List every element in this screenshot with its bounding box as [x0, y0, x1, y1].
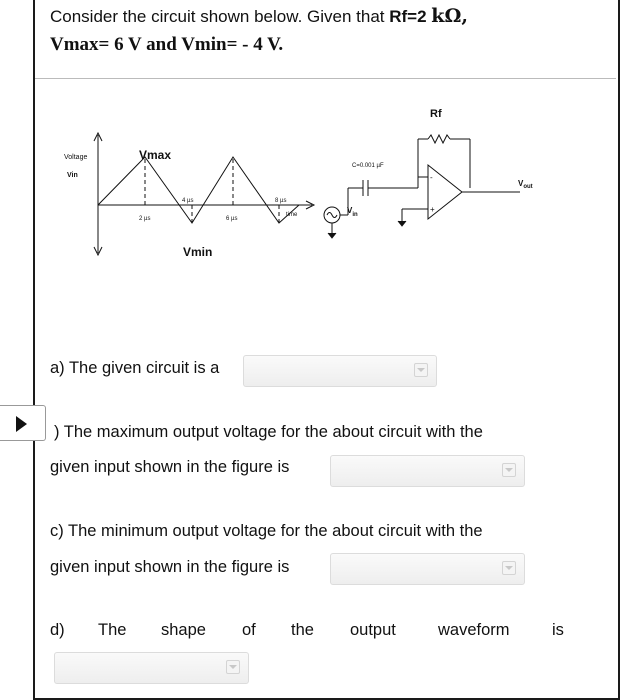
answer-b-dropdown[interactable] [330, 455, 525, 487]
side-expand-tab[interactable] [0, 405, 46, 441]
question-d-word: d) [50, 621, 65, 639]
question-d-word: shape [161, 621, 206, 639]
vin-source-label: $V_{in}$ [347, 206, 358, 218]
capacitor-label: C=0.001 µF [352, 163, 384, 169]
question-header-line2: Vmax= 6 V and Vmin= - 4 V. [50, 34, 284, 55]
vout-label: $V_{out}$ [518, 179, 533, 190]
tick-2us: 2 µs [139, 216, 151, 222]
answer-d-dropdown[interactable] [54, 652, 249, 684]
chevron-down-icon [226, 660, 240, 674]
chevron-down-icon [502, 561, 516, 575]
tick-8us: 8 µs [275, 198, 287, 204]
capacitor [363, 180, 418, 196]
question-a: a) The given circuit is a [50, 359, 220, 377]
header-unit: kΩ, [431, 5, 468, 27]
question-d-word: is [552, 621, 564, 639]
triangle-waveform [98, 157, 299, 223]
question-d-word: waveform [438, 621, 510, 639]
question-d-word: the [291, 621, 314, 639]
tick-4us: 4 µs [182, 198, 194, 204]
question-c-line2: given input shown in the figure is [50, 558, 290, 576]
question-c-line1: c) The minimum output voltage for the about circuit with the [50, 522, 483, 540]
header-divider [35, 78, 616, 79]
voltage-axis-label: Voltage [64, 154, 88, 161]
question-d-word: output [350, 621, 396, 639]
question-b-line2: given input shown in the figure is [50, 458, 290, 476]
circuit-figure [50, 95, 600, 275]
chevron-down-icon [502, 463, 516, 477]
op-amp [398, 165, 520, 226]
header-text: Consider the circuit shown below. Given that [50, 7, 390, 26]
question-header-line1 [50, 5, 468, 27]
question-d-word: of [242, 621, 256, 639]
time-axis-label: time [286, 212, 298, 218]
play-icon [16, 416, 27, 432]
answer-c-dropdown[interactable] [330, 553, 525, 585]
opamp-minus: - [430, 173, 433, 182]
waveform-axes [94, 133, 314, 255]
vmin-label: Vmin [183, 245, 213, 259]
opamp-plus: + [430, 205, 435, 214]
rf-label: Rf [430, 108, 442, 120]
question-d-word: The [98, 621, 127, 639]
tick-6us: 6 µs [226, 216, 238, 222]
answer-a-dropdown[interactable] [243, 355, 437, 387]
chevron-down-icon [414, 363, 428, 377]
vmax-label: Vmax [139, 148, 172, 162]
vin-axis-label: Vin [67, 172, 78, 179]
feedback-resistor [418, 135, 470, 188]
question-b-line1: ) The maximum output voltage for the about circuit with the [54, 423, 483, 441]
header-rf: Rf=2 [389, 7, 427, 26]
